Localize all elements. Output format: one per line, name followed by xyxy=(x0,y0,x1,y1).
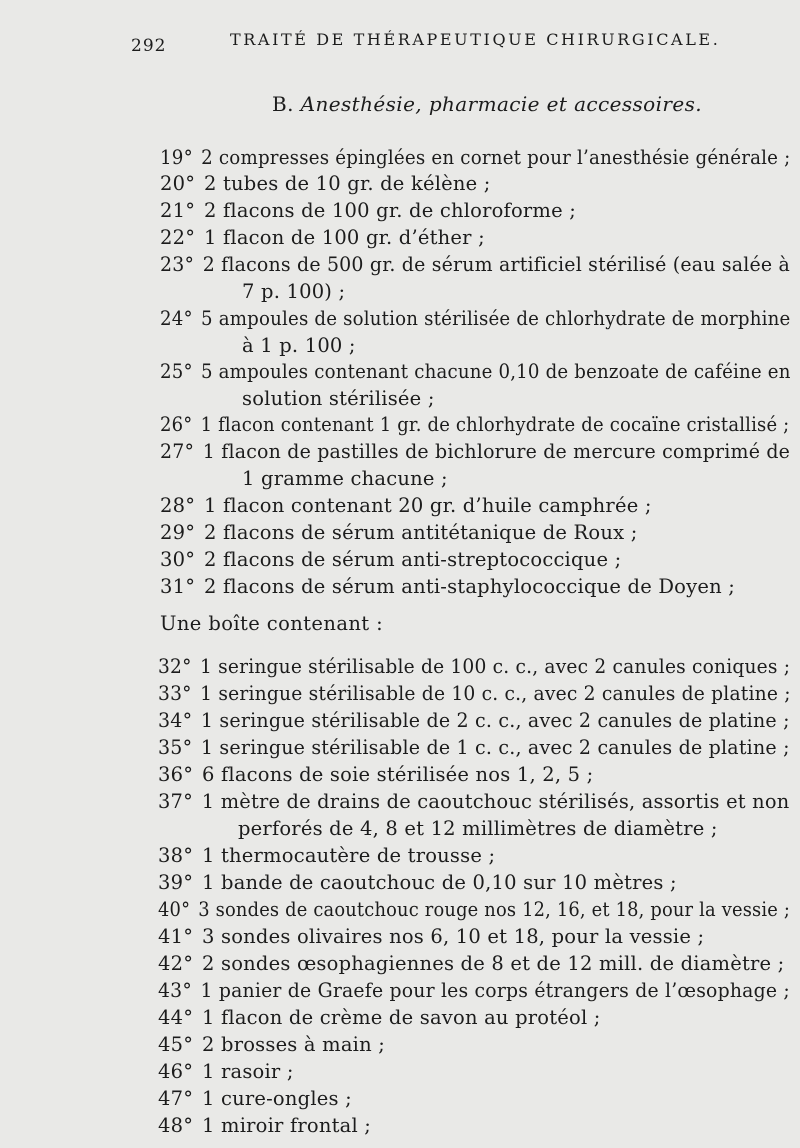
item-number: 38° xyxy=(158,844,194,867)
item-number: 21° xyxy=(160,199,196,222)
list-item xyxy=(158,898,790,921)
list-item xyxy=(160,413,789,436)
item-number: 27° xyxy=(160,440,195,463)
list-item xyxy=(160,146,790,169)
item-text: 1 seringue stérilisable de 1 c. c., avec 2 canules de platine ; xyxy=(200,736,790,759)
running-title: TRAITÉ DE THÉRAPEUTIQUE CHIRURGICALE. xyxy=(230,30,721,49)
item-number: 30° xyxy=(160,548,196,571)
item-number: 46° xyxy=(158,1060,194,1083)
list-item xyxy=(158,844,495,867)
item-text: 5 ampoules contenant chacune 0,10 de benzoate de caféine en xyxy=(200,360,791,383)
list-item xyxy=(160,521,638,544)
list-item xyxy=(158,1033,385,1056)
item-text: 1 cure-ongles ; xyxy=(202,1087,352,1110)
item-number: 40° xyxy=(158,898,191,921)
list-item xyxy=(158,979,790,1002)
list-item xyxy=(158,790,789,813)
item-text: 1 panier de Graefe pour les corps étrangers de l’œsophage ; xyxy=(200,979,790,1002)
item-text: 2 flacons de 100 gr. de chloroforme ; xyxy=(204,199,577,222)
list-item xyxy=(160,494,652,517)
item-text: 5 ampoules de solution stérilisée de chlorhydrate de morphine xyxy=(201,307,791,330)
item-text: 1 flacon de pastilles de bichlorure de mercure comprimé de xyxy=(202,440,791,463)
section-letter: B. xyxy=(272,92,294,116)
item-text: 1 seringue stérilisable de 100 c. c., avec 2 canules coniques ; xyxy=(200,655,791,678)
list-item xyxy=(160,199,576,222)
item-number: 39° xyxy=(158,871,194,894)
item-number: 43° xyxy=(158,979,192,1002)
list-item xyxy=(160,548,621,571)
list-item xyxy=(160,575,735,598)
section-title: Anesthésie, pharmacie et accessoires. xyxy=(300,92,703,116)
item-continuation: 1 gramme chacune ; xyxy=(242,467,448,490)
item-text: 1 seringue stérilisable de 2 c. c., avec 2 canules de platine ; xyxy=(200,709,790,732)
list-item xyxy=(158,1006,601,1029)
item-text: 1 bande de caoutchouc de 0,10 sur 10 mètres ; xyxy=(202,871,677,894)
item-text: 1 mètre de drains de caoutchouc stérilisés, assortis et non xyxy=(201,790,790,813)
item-text: 1 flacon de 100 gr. d’éther ; xyxy=(204,226,485,249)
list-item xyxy=(160,360,791,383)
item-number: 31° xyxy=(160,575,196,598)
item-number: 19° xyxy=(160,146,193,169)
item-number: 44° xyxy=(158,1006,194,1029)
item-text: 2 compresses épinglées en cornet pour l’anesthésie générale ; xyxy=(201,146,791,169)
item-text: 2 flacons de sérum anti-staphylococcique de Doyen ; xyxy=(204,575,735,598)
item-number: 26° xyxy=(160,413,193,436)
item-number: 32° xyxy=(158,655,192,678)
item-text: 2 sondes œsophagiennes de 8 et de 12 mill. de diamètre ; xyxy=(202,952,785,975)
list-item xyxy=(160,440,790,463)
item-text: 3 sondes de caoutchouc rouge nos 12, 16, et 18, pour la vessie ; xyxy=(198,898,791,921)
page-number: 292 xyxy=(131,36,167,56)
item-text: 1 flacon contenant 20 gr. d’huile camphrée ; xyxy=(204,494,652,517)
item-number: 23° xyxy=(160,253,195,276)
list-item xyxy=(160,307,790,330)
section-heading xyxy=(272,92,702,116)
item-text: 1 rasoir ; xyxy=(202,1060,294,1083)
list-item xyxy=(160,172,491,195)
item-number: 29° xyxy=(160,521,196,544)
list-item xyxy=(158,709,790,732)
item-text: 1 seringue stérilisable de 10 c. c., avec 2 canules de platine ; xyxy=(200,682,791,705)
item-text: 3 sondes olivaires nos 6, 10 et 18, pour la vessie ; xyxy=(202,925,705,948)
list-item xyxy=(158,682,791,705)
item-continuation: 7 p. 100) ; xyxy=(242,280,346,303)
item-number: 20° xyxy=(160,172,196,195)
item-text: 1 miroir frontal ; xyxy=(202,1114,372,1137)
list-item xyxy=(158,952,784,975)
item-number: 47° xyxy=(158,1087,194,1110)
item-text: 2 flacons de sérum antitétanique de Roux ; xyxy=(204,521,638,544)
item-continuation: solution stérilisée ; xyxy=(242,387,435,410)
box-heading: Une boîte contenant : xyxy=(160,612,384,635)
item-text: 1 thermocautère de trousse ; xyxy=(202,844,496,867)
item-number: 36° xyxy=(158,763,194,786)
item-text: 2 flacons de 500 gr. de sérum artificiel stérilisé (eau salée à xyxy=(202,253,791,276)
item-text: 2 flacons de sérum anti-streptococcique ; xyxy=(204,548,622,571)
list-item xyxy=(158,871,677,894)
item-text: 2 brosses à main ; xyxy=(202,1033,386,1056)
item-number: 25° xyxy=(160,360,193,383)
item-number: 34° xyxy=(158,709,193,732)
item-number: 35° xyxy=(158,736,193,759)
item-text: 1 flacon de crème de savon au protéol ; xyxy=(202,1006,601,1029)
item-continuation: à 1 p. 100 ; xyxy=(242,334,356,357)
item-continuation: perforés de 4, 8 et 12 millimètres de diamètre ; xyxy=(238,817,718,840)
list-item xyxy=(158,655,790,678)
list-item xyxy=(158,1114,371,1137)
item-number: 24° xyxy=(160,307,193,330)
list-item xyxy=(158,763,593,786)
list-item xyxy=(160,226,485,249)
item-text: 2 tubes de 10 gr. de kélène ; xyxy=(204,172,491,195)
item-number: 48° xyxy=(158,1114,194,1137)
item-text: 1 flacon contenant 1 gr. de chlorhydrate de cocaïne cristallisé ; xyxy=(200,413,790,436)
item-number: 45° xyxy=(158,1033,194,1056)
item-number: 42° xyxy=(158,952,194,975)
item-number: 41° xyxy=(158,925,194,948)
list-item xyxy=(158,1087,352,1110)
item-number: 28° xyxy=(160,494,196,517)
list-item xyxy=(160,253,790,276)
item-number: 22° xyxy=(160,226,196,249)
item-text: 6 flacons de soie stérilisée nos 1, 2, 5 ; xyxy=(202,763,594,786)
item-number: 37° xyxy=(158,790,193,813)
list-item xyxy=(158,925,704,948)
item-number: 33° xyxy=(158,682,192,705)
list-item xyxy=(158,736,790,759)
list-item xyxy=(158,1060,294,1083)
